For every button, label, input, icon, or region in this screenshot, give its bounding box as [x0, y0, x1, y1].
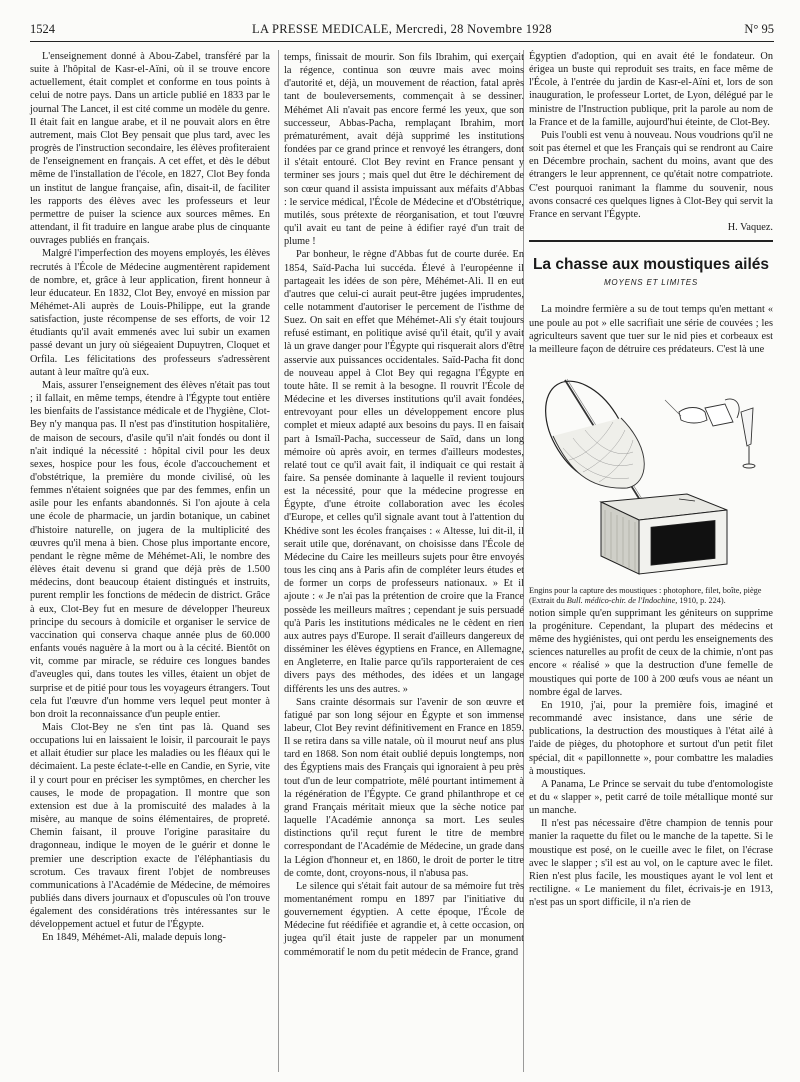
paragraph: Égyptien d'adoption, qui en avait été le fondateur. On érigea un buste qui reproduit ses traits, en face même de l'École, à l'entrée du jardin de Kasr-el-Aïni et, lors de son inauguration, le professeur Lortet, de Lyon, délégué par le ministre de l'Instruction publique, prit la parole au nom de la France et de la famille, aujourd'hui éteinte, de Clot-Bey.: [529, 51, 773, 128]
mosquito-trap-drawing: [529, 360, 773, 582]
paragraph: Malgré l'imperfection des moyens employés, les élèves recrutés à l'École de Médecine augmentèrent rapidement de nombre, et, grâce à leur application, firent honneur à leur éducateur. En 1832, Clot Bey, envoyé en mission par Méhémet-Ali auprès de Louis-Philippe, eut la grande satisfaction, juste récompense de ses efforts, de voir 12 étudiants qu'il avait emmenés avec lui subir un examen passé devant un jury où siégeaient Dupuytren, Cloquet et Orfila. Les félicitations des professeurs s'adressèrent autant à leur maître qu'à eux.: [30, 248, 270, 378]
box-trap: [601, 494, 727, 574]
page-number: 1524: [30, 22, 55, 36]
figure-caption: Engins pour la capture des moustiques : photophore, filet, boîte, piège (Extrait du Bull. médico-chir. de l'Indochine, 1910, p. 224).: [529, 585, 762, 606]
photophore-glass: [741, 408, 753, 446]
paragraph: En 1849, Méhémet-Ali, malade depuis long-: [42, 932, 226, 944]
mosquito-trap-illustration: [529, 360, 773, 582]
paragraph: Il n'est pas nécessaire d'être champion de tennis pour manier la raquette du filet ou le manche de la tapette. Si le moustique est posé, on le cueille avec le filet, on l'écrase avec le slapper ; s'il est au vol, on le capture avec le filet. Rien n'est plus facile, les moustiques ayant le vol lent et rectiligne. « Le maniement du filet, écrivais-je en 1913, n'est pas un sport difficile, il n'a rien de: [529, 818, 773, 909]
paragraph: Par bonheur, le règne d'Abbas fut de courte durée. En 1854, Saïd-Pacha lui succéda. Élevé à l'européenne il partageait les idées de son père, Méhémet-Ali. Il en eut d'autres que celui-ci aurait peut-être jugées imprudentes, celle notamment d'autoriser le percement de l'isthme de Suez. On sait en effet que Méhémet-Ali s'y était toujours refusé estimant, en politique avisé qu'il était, qu'il y avait là un grave danger pour l'Égypte qui risquerait alors d'être asservie aux puissances occidentales. Saïd-Pacha fit donc de nouveau appel à Clot Bey qui regagna l'Égypte en toute hâte. Il se remit à la besogne. Il rouvrit l'École de Médecine et les diverses institutions qu'il avait fondées, entrevoyant pour elles un développement encore plus complet et mieux adapté aux besoins du pays. Il en faisait part à Ismaïl-Pacha, successeur de Saïd, dans un long mémoire où après avoir, en termes d'ailleurs modestes, relaté tout ce qu'il avait fait, il indiquait ce qui restait à faire. Sa pensée dominante à laquelle il revient toujours est la nécessité, pour que la médecine progresse en Égypte, d'une étroite collaboration avec les écoles d'Europe, et celles qu'il signale avant tout à l'attention du Khédive sont les écoles françaises : « Altesse, lui dit-il, il serait utile que, dorénavant, on choisisse dans l'École de Médecine du Caire les meilleurs sujets pour être envoyés tous les cinq ans à Paris afin de compléter leurs études et de former un corps de professeurs nationaux. » Et il ajoute : « Je n'ai pas la prétention de croire que la France possède les meilleurs maîtres ; cependant je suis persuadé qu'à Paris les institutions médicales ne le cèdent en rien aux autres pays d'Europe. Il serait d'ailleurs dangereux de disséminer les élèves égyptiens en France, en Allemagne, en Angleterre, en Italie parce qu'ils rapporteraient de ces divers pays des méthodes, des idées et un langage différents les uns des autres. »: [284, 249, 524, 695]
paragraph: Puis l'oubli est venu à nouveau. Nous voudrions qu'il ne soit pas éternel et que les Français qui se rendront au Caire en Décembre prochain, sachent du moins, avant que des étrangers le leur apprennent, ce qu'était notre compatriote. C'est pourquoi ranimant la flamme du souvenir, nous avons consacré ces quelques lignes à Clot-Bey qui servit la France en servant l'Égypte.: [529, 129, 773, 220]
masthead: LA PRESSE MEDICALE, Mercredi, 28 Novembre 1928: [252, 22, 552, 36]
paragraph: Sans crainte désormais sur l'avenir de son œuvre et fatigué par son long séjour en Égypte et son immense labeur, Clot Bey revint définitivement en France en 1859. Il se retira dans sa ville natale, où il mourut neuf ans plus tard en 1868. Son nom était oublié depuis longtemps, non des Égyptiens mais des Français qui ignoraient à peu près tout d'un de leur compatriote, mêlé pourtant intimement à la régénération de l'Égypte. Ce grand philanthrope et ce grand Français méritait mieux que la sèche notice par laquelle l'Académie annonça sa mort. Les seules distinctions qu'il reçut furent le titre de membre correspondant de l'Académie de Médecine, un grade dans la Légion d'honneur et, en 1860, le droit de porter le titre de comte, dont, croyons-nous, il n'abusa pas.: [284, 696, 524, 879]
paragraph: A Panama, Le Prince se servait du tube d'entomologiste et du « slapper », petit carré de toile métallique monté sur un manche.: [529, 778, 773, 817]
net-bag: [553, 418, 644, 488]
paragraph: temps, finissait de mourir. Son fils Ibrahim, qui exerçait la régence, continua son œuvre mais avec moins d'autorité et, déjà, un mouvement de réaction, fatal après tant de bouleversements, commençait à se dessiner. Méhémet Ali n'avait pas encore fermé les yeux, que son successeur, Abbas-Pacha, remplaçant Ibrahim, mort prématurément, avait déjà supprimé les institutions fondées par ce grand prince et renvoyé les étrangers, dont il s'était entouré. Clot Bey revint en France pensant y terminer ses jours ; mais quel dut être le déchirement de son cœur quand il assista impuissant aux méfaits d'Abbas : le service médical, l'École de Médecine et d'Obstétrique, mutilés, sous prétexte de réorganisation, et tout l'œuvre qu'il avait eu tant de peine à édifier rayé d'un trait de plume !: [284, 52, 524, 248]
article-subtitle: MOYENS ET LIMITES: [603, 278, 699, 288]
article-title: La chasse aux moustiques ailés: [532, 256, 770, 274]
column-2: [284, 51, 524, 959]
header-rule: [30, 41, 774, 42]
issue-number: N° 95: [744, 22, 774, 36]
article-intro: La moindre fermière a su de tout temps qu'en mettant « une poule au pot » elle sacrifiait une série de couvées ; les agriculteurs savent que tuer sur le nid pies et corbeaux est la meilleure façon de détruire ces prédateurs. C'est là une: [529, 304, 773, 355]
paragraph: notion simple qu'en supprimant les géniteurs on supprime la progéniture. Cependant, la plupart des médecins et même des hygiénistes, qui ont perdu les enseignements des sciences naturelles au profit de ceux de la chimie, n'ont pas encore « réalisé » que la destruction d'une femelle de moustiques qui porte de 100 à 200 œufs vous ae néant un nombre égal de larves.: [529, 607, 773, 698]
paragraph: Mais Clot-Bey ne s'en tint pas là. Quand ses occupations lui en laissaient le loisir, il parcourait le pays et allait étudier sur place les maladies ou les fléaux qui le décimaient. La peste éclate-t-elle en Candie, en Syrie, vite il y court pour en préciser les symptômes, en chercher les causes, le mode de propagation. Il montre que son extension est due à la promiscuité des malades à la misère, au manque de soins élémentaires, de propreté. Chemin faisant, il prouve l'origine parasitaire du dragonneau, indique le moyen de le guérir et donne le premier une description exacte de l'éléphantiasis du scrotum. Ces travaux firent l'objet de nombreuses communications à l'Académie de Médecine, de mémoires publiés dans divers journaux et d'opuscules où l'on trouve également des considérations très intéressantes sur le développement actuel et futur de l'Égypte.: [30, 721, 270, 931]
author-signature: H. Vaquez.: [727, 222, 773, 234]
paragraph: L'enseignement donné à Abou-Zabel, transféré par la suite à l'hôpital de Kasr-el-Aïni, où il se trouve encore actuellement, était complet et conforme en tous points à celui de notre pays. Dans un article publié en 1833 par le journal The Lancet, il est cité comme un modèle du genre. Il était fait en langue arabe, et il ne pouvait alors en être autrement, mais Clot Bey pensait que plus tard, avec les progrès de l'instruction secondaire, les élèves profiteraient de l'enseignement en français. A cet effet, et dès le début même de l'installation de l'école, en 1827, Clot Bey fonda un institut de langue française, afin, disait-il, de faciliter les rapports des élèves avec les professeurs et leur permettre de puiser la science aux sources mêmes. En attendant, il fit traduire en langue arabe plus de cinquante ouvrages publiés en français.: [30, 51, 270, 247]
article-divider: [529, 240, 773, 242]
paragraph: Le silence qui s'était fait autour de sa mémoire fut très momentanément rompu en 1897 par l'initiative du gouvernement égyptien. A cette époque, l'École de Médecine fut réédifiée et agrandie et, à cette occasion, on jugea qu'il était juste de rappeler par un monument commémoratif le nom du petit médecin de France, grand: [284, 880, 524, 958]
column-3: [529, 50, 773, 909]
column-1: [30, 50, 270, 945]
hand: [679, 407, 707, 423]
column-divider: [278, 50, 279, 1072]
paragraph: En 1910, j'ai, pour la première fois, imaginé et recommandé avec insistance, dans une série de publications, la destruction des moustiques à l'état ailé à l'aide de pièges, du photophore et surtout d'un petit filet spécial, dit « papillonnette », pour combattre les maladies à moustiques.: [529, 699, 773, 777]
paragraph: Mais, assurer l'enseignement des élèves n'était pas tout ; il fallait, en même temps, étendre à l'Égypte tout entière les bienfaits de l'assistance médicale et de l'hygiène, Clot-Bey n'y manqua pas. Il n'est pas d'institution hospitalière, de maison de secours, d'asile qu'il n'ait fondés ou dont il n'ait indiqué la nécessité : hôpital civil pour les deux sexes, hospice pour les fous, école d'accouchement et d'obstétrique, la première du monde civilisé, où les femmes n'étaient soignées que par des femmes, enfin un asile pour les enfants abandonnés. Si l'on ajoute à cela une école de pharmacie, un jardin botanique, un cabinet d'histoire naturelle, on jugera de la multiplicité des œuvres qu'il mena à bien. Chose plus importante encore, pendant le règne même de Méhémet-Ali, le nombre des élèves était devenu si grand que déjà près de 1.500 médecins, dont beaucoup étaient distingués et instruits, purent remplir les fonctions de médecin de district. Grâce à eux, Clot-Bey fut en mesure de développer l'heureux principe du secours à domicile et organiser le service de vaccination qui conserva chaque année plus de 60.000 enfants voués naguère à la mort ou à la cécité. Bientôt on vit, comme par miracle, se réduire ces longues bandes d'aveugles qui, dans toutes les villes, étaient un objet de surprise et de pitié pour tous les voyageurs étrangers. Tout cela fut l'œuvre d'un homme vers lequel peut monter à bon droit la reconnaissance d'un peuple entier.: [30, 379, 270, 720]
page-header: [30, 19, 774, 39]
